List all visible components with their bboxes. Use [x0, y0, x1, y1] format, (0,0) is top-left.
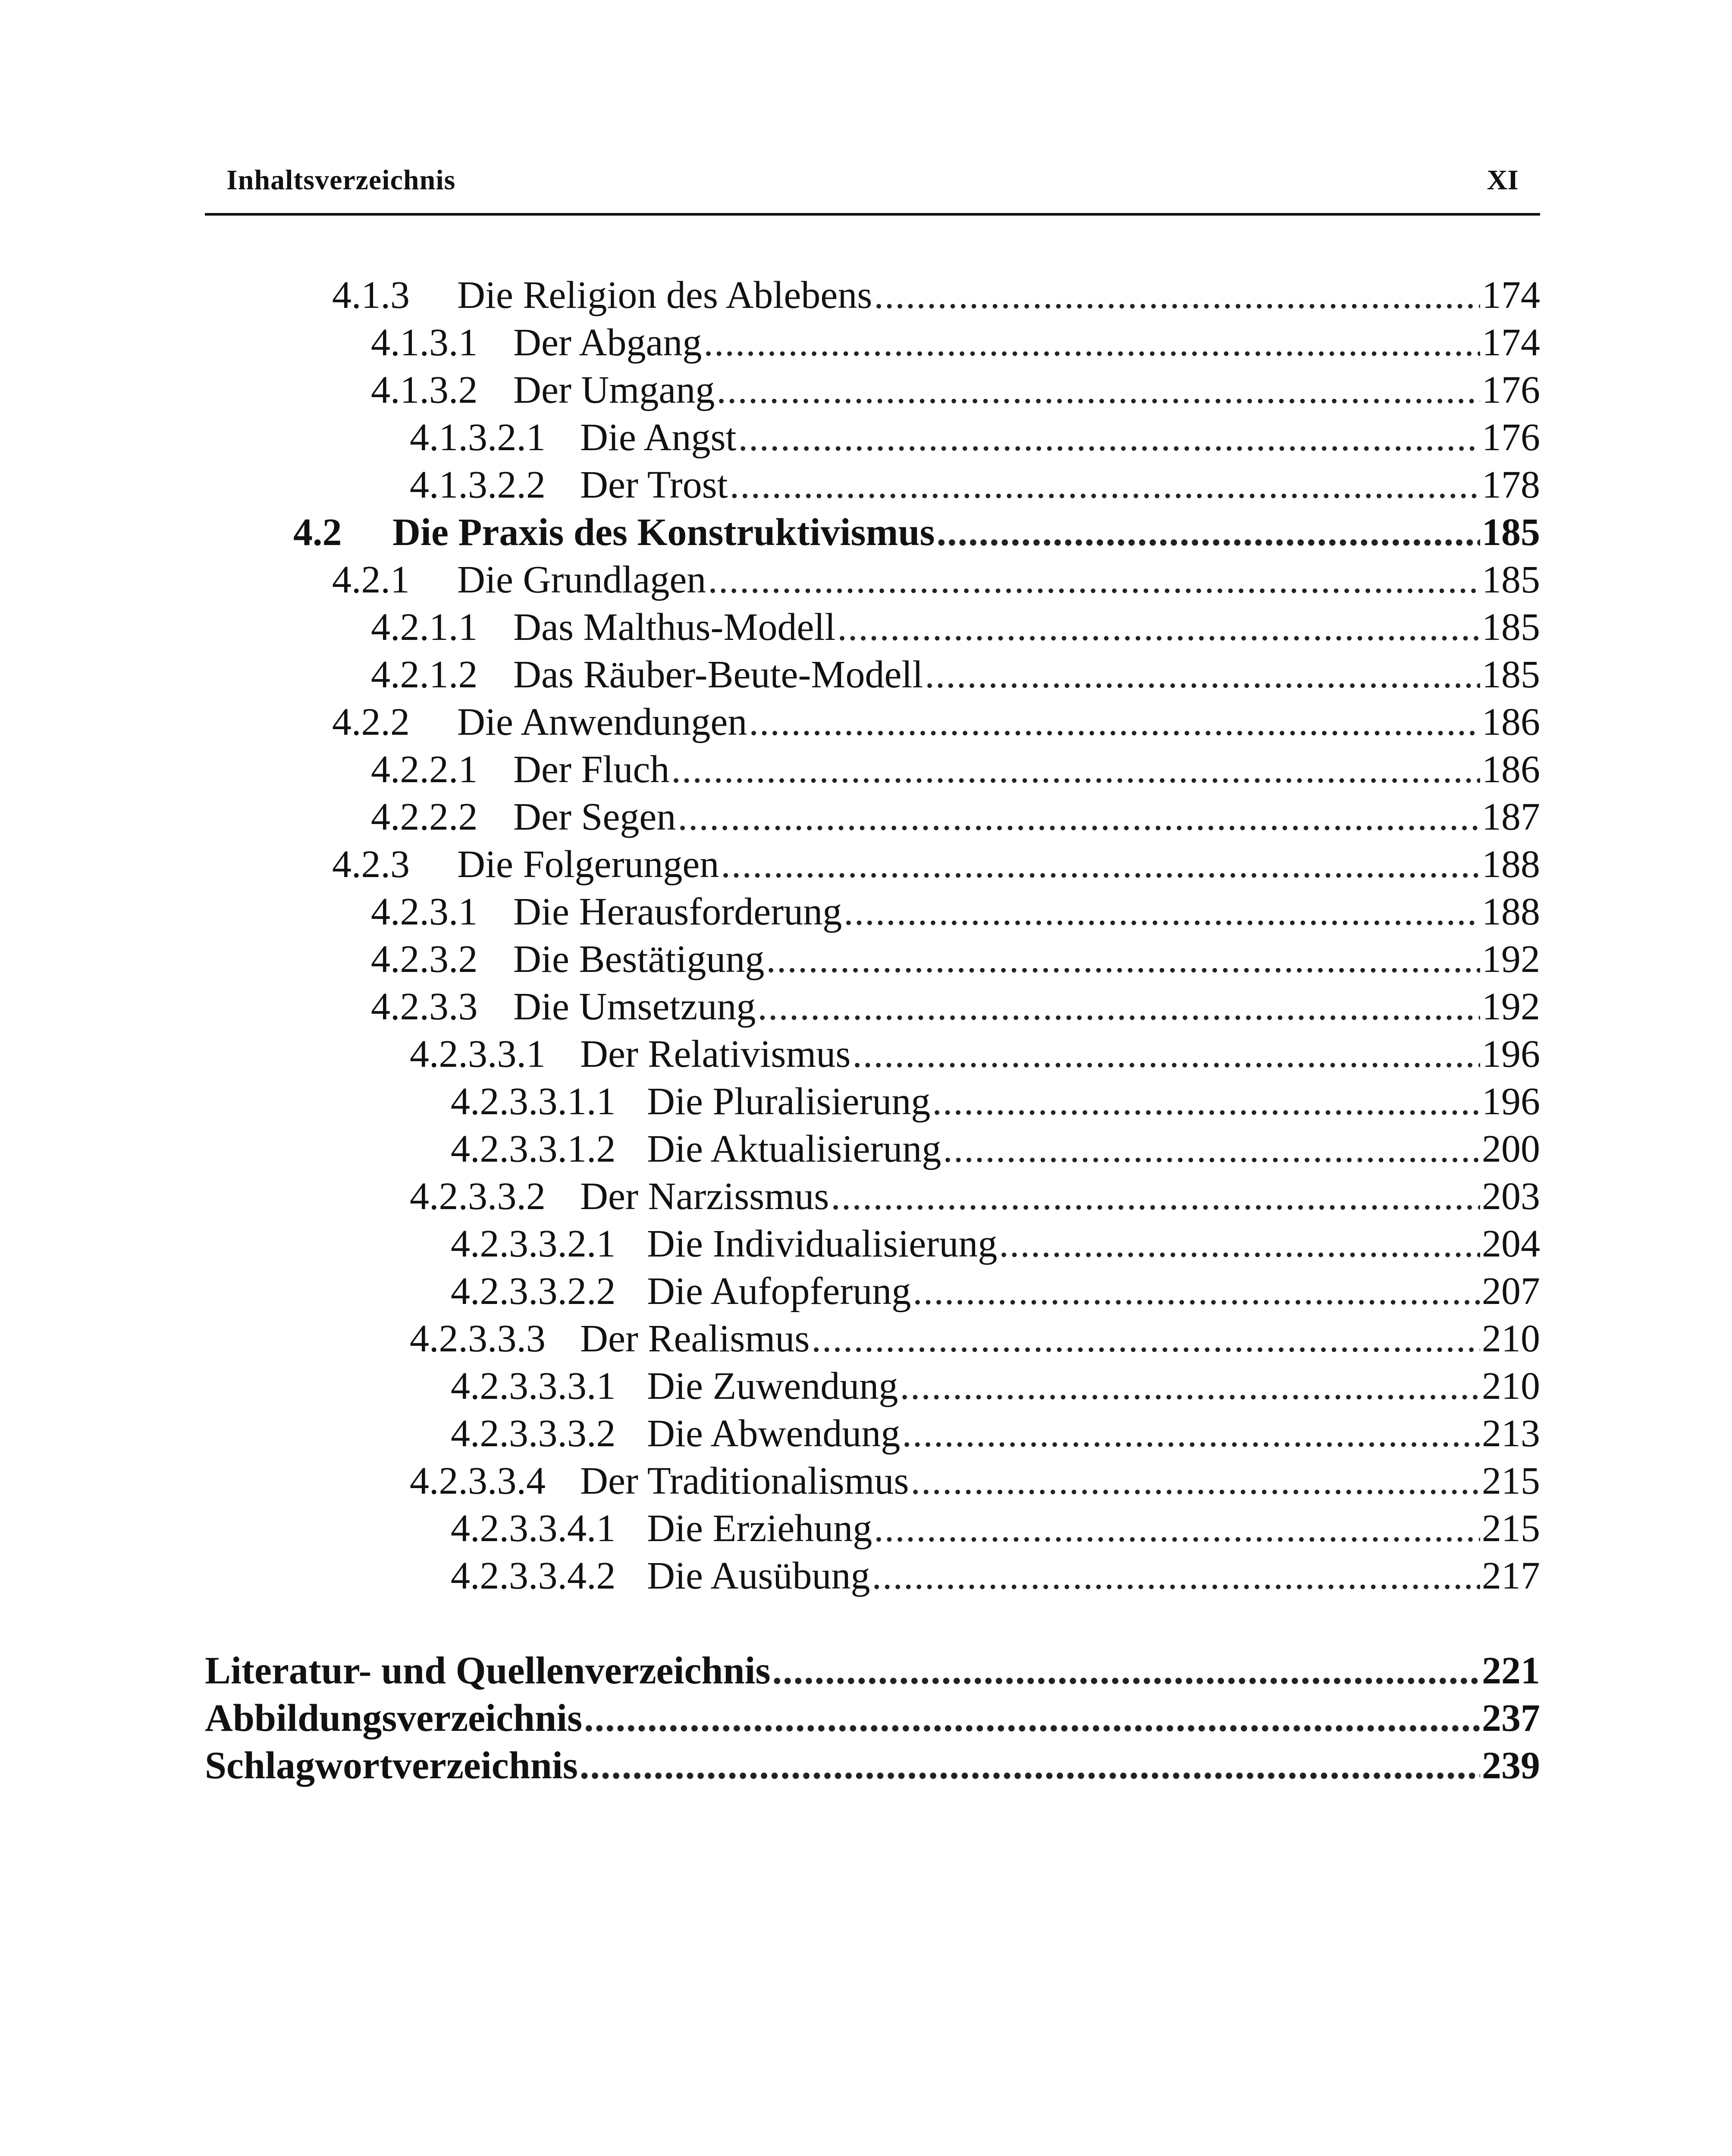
toc-entry-page: 200 [1482, 1128, 1540, 1170]
toc-entry-title: Die Anwendungen [457, 701, 747, 743]
toc-entry-number: 4.2.1.1 [371, 606, 478, 649]
toc-entry [371, 367, 1540, 414]
toc-entry-title: Der Segen [513, 796, 676, 838]
toc-entry-page: 174 [1482, 321, 1540, 364]
toc-leader [757, 983, 1480, 1031]
toc-entry-title: Die Praxis des Konstruktivismus [392, 511, 935, 554]
toc-entry-page: 204 [1482, 1222, 1540, 1265]
toc-entry-section [293, 509, 1540, 556]
toc-entry [371, 604, 1540, 651]
toc-entry-chapter [205, 1742, 1540, 1789]
toc-entry-page: 174 [1482, 274, 1540, 317]
toc-leader [872, 1552, 1481, 1600]
toc-entry-number: 4.2.3.3.3.1 [451, 1365, 616, 1407]
toc-leader [937, 509, 1480, 556]
toc-entry-page: 188 [1482, 890, 1540, 933]
running-header [205, 155, 1540, 216]
toc-leader [749, 699, 1480, 746]
toc-entry-page: 185 [1482, 606, 1540, 649]
toc-entry-page: 203 [1482, 1175, 1540, 1218]
toc-leader [772, 1647, 1480, 1695]
toc-entry-page: 215 [1482, 1460, 1540, 1502]
toc-entry-number: 4.2.2.2 [371, 796, 478, 838]
toc-leader [708, 556, 1480, 604]
toc-entry-number: 4.1.3.2 [371, 369, 478, 411]
toc-entry-page: 178 [1482, 464, 1540, 506]
toc-entry-title: Die Aufopferung [647, 1270, 911, 1313]
toc-entry-title: Die Individualisierung [647, 1222, 998, 1265]
toc-entry-number: 4.2.3.3.3 [410, 1317, 546, 1360]
toc-entry-title: Das Malthus-Modell [513, 606, 836, 649]
toc-leader [730, 461, 1480, 509]
toc-entry-title: Literatur- und Quellenverzeichnis [205, 1649, 771, 1692]
toc-entry-title: Die Aktualisierung [647, 1128, 941, 1170]
toc-entry [451, 1268, 1540, 1315]
toc-entry [371, 651, 1540, 699]
toc-leader [766, 936, 1480, 983]
toc-entry [410, 414, 1540, 461]
toc-entry-number: 4.1.3.2.1 [410, 416, 546, 459]
toc-entry-number: 4.2.3 [332, 843, 410, 886]
toc-entry-title: Die Erziehung [647, 1507, 872, 1550]
toc-leader [925, 651, 1480, 699]
toc-entry-number: 4.2 [293, 511, 342, 554]
toc-entry-title: Abbildungsverzeichnis [205, 1697, 583, 1739]
toc-entry [410, 1315, 1540, 1363]
toc-leader [902, 1410, 1480, 1457]
toc-entry [332, 699, 1540, 746]
toc-entry-number: 4.2.2.1 [371, 748, 478, 791]
toc-leader [999, 1220, 1480, 1268]
toc-entry-chapter [205, 1695, 1540, 1742]
toc-leader [738, 414, 1480, 461]
toc-entry-page: 186 [1482, 701, 1540, 743]
toc-entry-number: 4.1.3.2.2 [410, 464, 546, 506]
toc-entry-page: 239 [1482, 1744, 1540, 1787]
toc-leader [678, 793, 1480, 841]
toc-entry-page: 187 [1482, 796, 1540, 838]
toc-entry-page: 188 [1482, 843, 1540, 886]
toc-entry [332, 272, 1540, 319]
toc-leader [844, 888, 1480, 936]
toc-entry-title: Die Religion des Ablebens [457, 274, 872, 317]
toc-entry-title: Die Angst [580, 416, 737, 459]
toc-entry [371, 936, 1540, 983]
toc-entry-number: 4.2.3.3.1 [410, 1033, 546, 1075]
toc-entry [451, 1552, 1540, 1600]
toc-entry-page: 176 [1482, 416, 1540, 459]
toc-leader [913, 1268, 1480, 1315]
toc-leader [874, 1505, 1480, 1552]
toc-leader [671, 746, 1480, 793]
toc-leader [721, 841, 1480, 888]
toc-leader [874, 272, 1480, 319]
toc-entry-page: 185 [1482, 511, 1540, 554]
toc-entry-title: Schlagwortverzeichnis [205, 1744, 578, 1787]
toc-entry-title: Der Realismus [580, 1317, 810, 1360]
toc-entry-page: 186 [1482, 748, 1540, 791]
toc-leader [900, 1363, 1480, 1410]
toc-entry-number: 4.2.3.2 [371, 938, 478, 981]
toc-entry-number: 4.2.3.3.3.2 [451, 1412, 616, 1455]
toc-entry-number: 4.2.3.3.4.1 [451, 1507, 616, 1550]
toc-entry-page: 210 [1482, 1317, 1540, 1360]
toc-entry-title: Die Abwendung [647, 1412, 901, 1455]
toc-entry [332, 841, 1540, 888]
toc-entry-number: 4.1.3 [332, 274, 410, 317]
toc-entry-page: 213 [1482, 1412, 1540, 1455]
toc-entry [371, 793, 1540, 841]
toc-entry-title: Die Herausforderung [513, 890, 842, 933]
toc-leader [811, 1315, 1480, 1363]
toc-leader [703, 319, 1480, 367]
toc-entry-chapter [205, 1647, 1540, 1695]
toc-entry-number: 4.2.3.1 [371, 890, 478, 933]
toc-leader [837, 604, 1480, 651]
toc-entry-page: 176 [1482, 369, 1540, 411]
toc-leader [852, 1031, 1480, 1078]
toc-entry [371, 888, 1540, 936]
toc-entry-page: 217 [1482, 1554, 1540, 1597]
toc-entry-page: 221 [1482, 1649, 1540, 1692]
toc-entry-number: 4.2.2 [332, 701, 410, 743]
toc-entry-page: 207 [1482, 1270, 1540, 1313]
toc-entry-title: Der Trost [580, 464, 728, 506]
toc-entry [451, 1363, 1540, 1410]
toc-entry-number: 4.2.3.3.4.2 [451, 1554, 616, 1597]
toc-entry [371, 746, 1540, 793]
toc-entry-title: Der Fluch [513, 748, 670, 791]
toc-entry-page: 210 [1482, 1365, 1540, 1407]
toc-entry-page: 196 [1482, 1080, 1540, 1123]
toc-entry-title: Das Räuber-Beute-Modell [513, 653, 923, 696]
toc-entry-page: 192 [1482, 938, 1540, 981]
toc-entry [451, 1220, 1540, 1268]
header-rule [205, 213, 1540, 216]
toc-entry [410, 1457, 1540, 1505]
header-page-number: XI [1487, 164, 1519, 196]
toc-entry [451, 1505, 1540, 1552]
toc-entry-page: 185 [1482, 653, 1540, 696]
toc-entry-page: 237 [1482, 1697, 1540, 1739]
toc-entry-number: 4.2.3.3.4 [410, 1460, 546, 1502]
toc-entry-number: 4.2.3.3.1.1 [451, 1080, 616, 1123]
toc-leader [932, 1078, 1480, 1125]
toc-leader [831, 1173, 1480, 1220]
toc-entry [410, 461, 1540, 509]
toc-entry-title: Die Grundlagen [457, 558, 706, 601]
toc-entry-title: Die Zuwendung [647, 1365, 898, 1407]
toc-entry [371, 319, 1540, 367]
toc-entry-number: 4.2.3.3.2.2 [451, 1270, 616, 1313]
toc-leader [580, 1742, 1480, 1789]
toc-entry-title: Die Bestätigung [513, 938, 765, 981]
toc-entry [451, 1125, 1540, 1173]
toc-entry-title: Der Umgang [513, 369, 715, 411]
toc-entry-page: 196 [1482, 1033, 1540, 1075]
toc-entry [451, 1078, 1540, 1125]
toc-entry-number: 4.2.1.2 [371, 653, 478, 696]
toc-entry-title: Die Folgerungen [457, 843, 719, 886]
toc-entry [410, 1031, 1540, 1078]
toc-entry-title: Der Narzissmus [580, 1175, 829, 1218]
toc-entry-number: 4.2.3.3.1.2 [451, 1128, 616, 1170]
toc-entry-title: Der Traditionalismus [580, 1460, 909, 1502]
toc-entry-number: 4.2.1 [332, 558, 410, 601]
toc-entry-number: 4.2.3.3.2.1 [451, 1222, 616, 1265]
toc-leader [716, 367, 1480, 414]
toc-entry-number: 4.1.3.1 [371, 321, 478, 364]
toc-entry-title: Die Umsetzung [513, 985, 756, 1028]
toc-entry-title: Der Relativismus [580, 1033, 851, 1075]
toc-entry-title: Der Abgang [513, 321, 702, 364]
toc-entry-page: 185 [1482, 558, 1540, 601]
toc-entry-title: Die Pluralisierung [647, 1080, 931, 1123]
toc-leader [911, 1457, 1480, 1505]
header-title: Inhaltsverzeichnis [226, 164, 456, 196]
toc-leader [584, 1695, 1480, 1742]
toc-entry-number: 4.2.3.3.2 [410, 1175, 546, 1218]
toc-entry [371, 983, 1540, 1031]
toc-entry [410, 1173, 1540, 1220]
toc-entry-title: Die Ausübung [647, 1554, 870, 1597]
toc-entry-page: 215 [1482, 1507, 1540, 1550]
toc-entry-page: 192 [1482, 985, 1540, 1028]
toc-entry-number: 4.2.3.3 [371, 985, 478, 1028]
toc-entry [332, 556, 1540, 604]
toc-entry [451, 1410, 1540, 1457]
toc-leader [943, 1125, 1480, 1173]
